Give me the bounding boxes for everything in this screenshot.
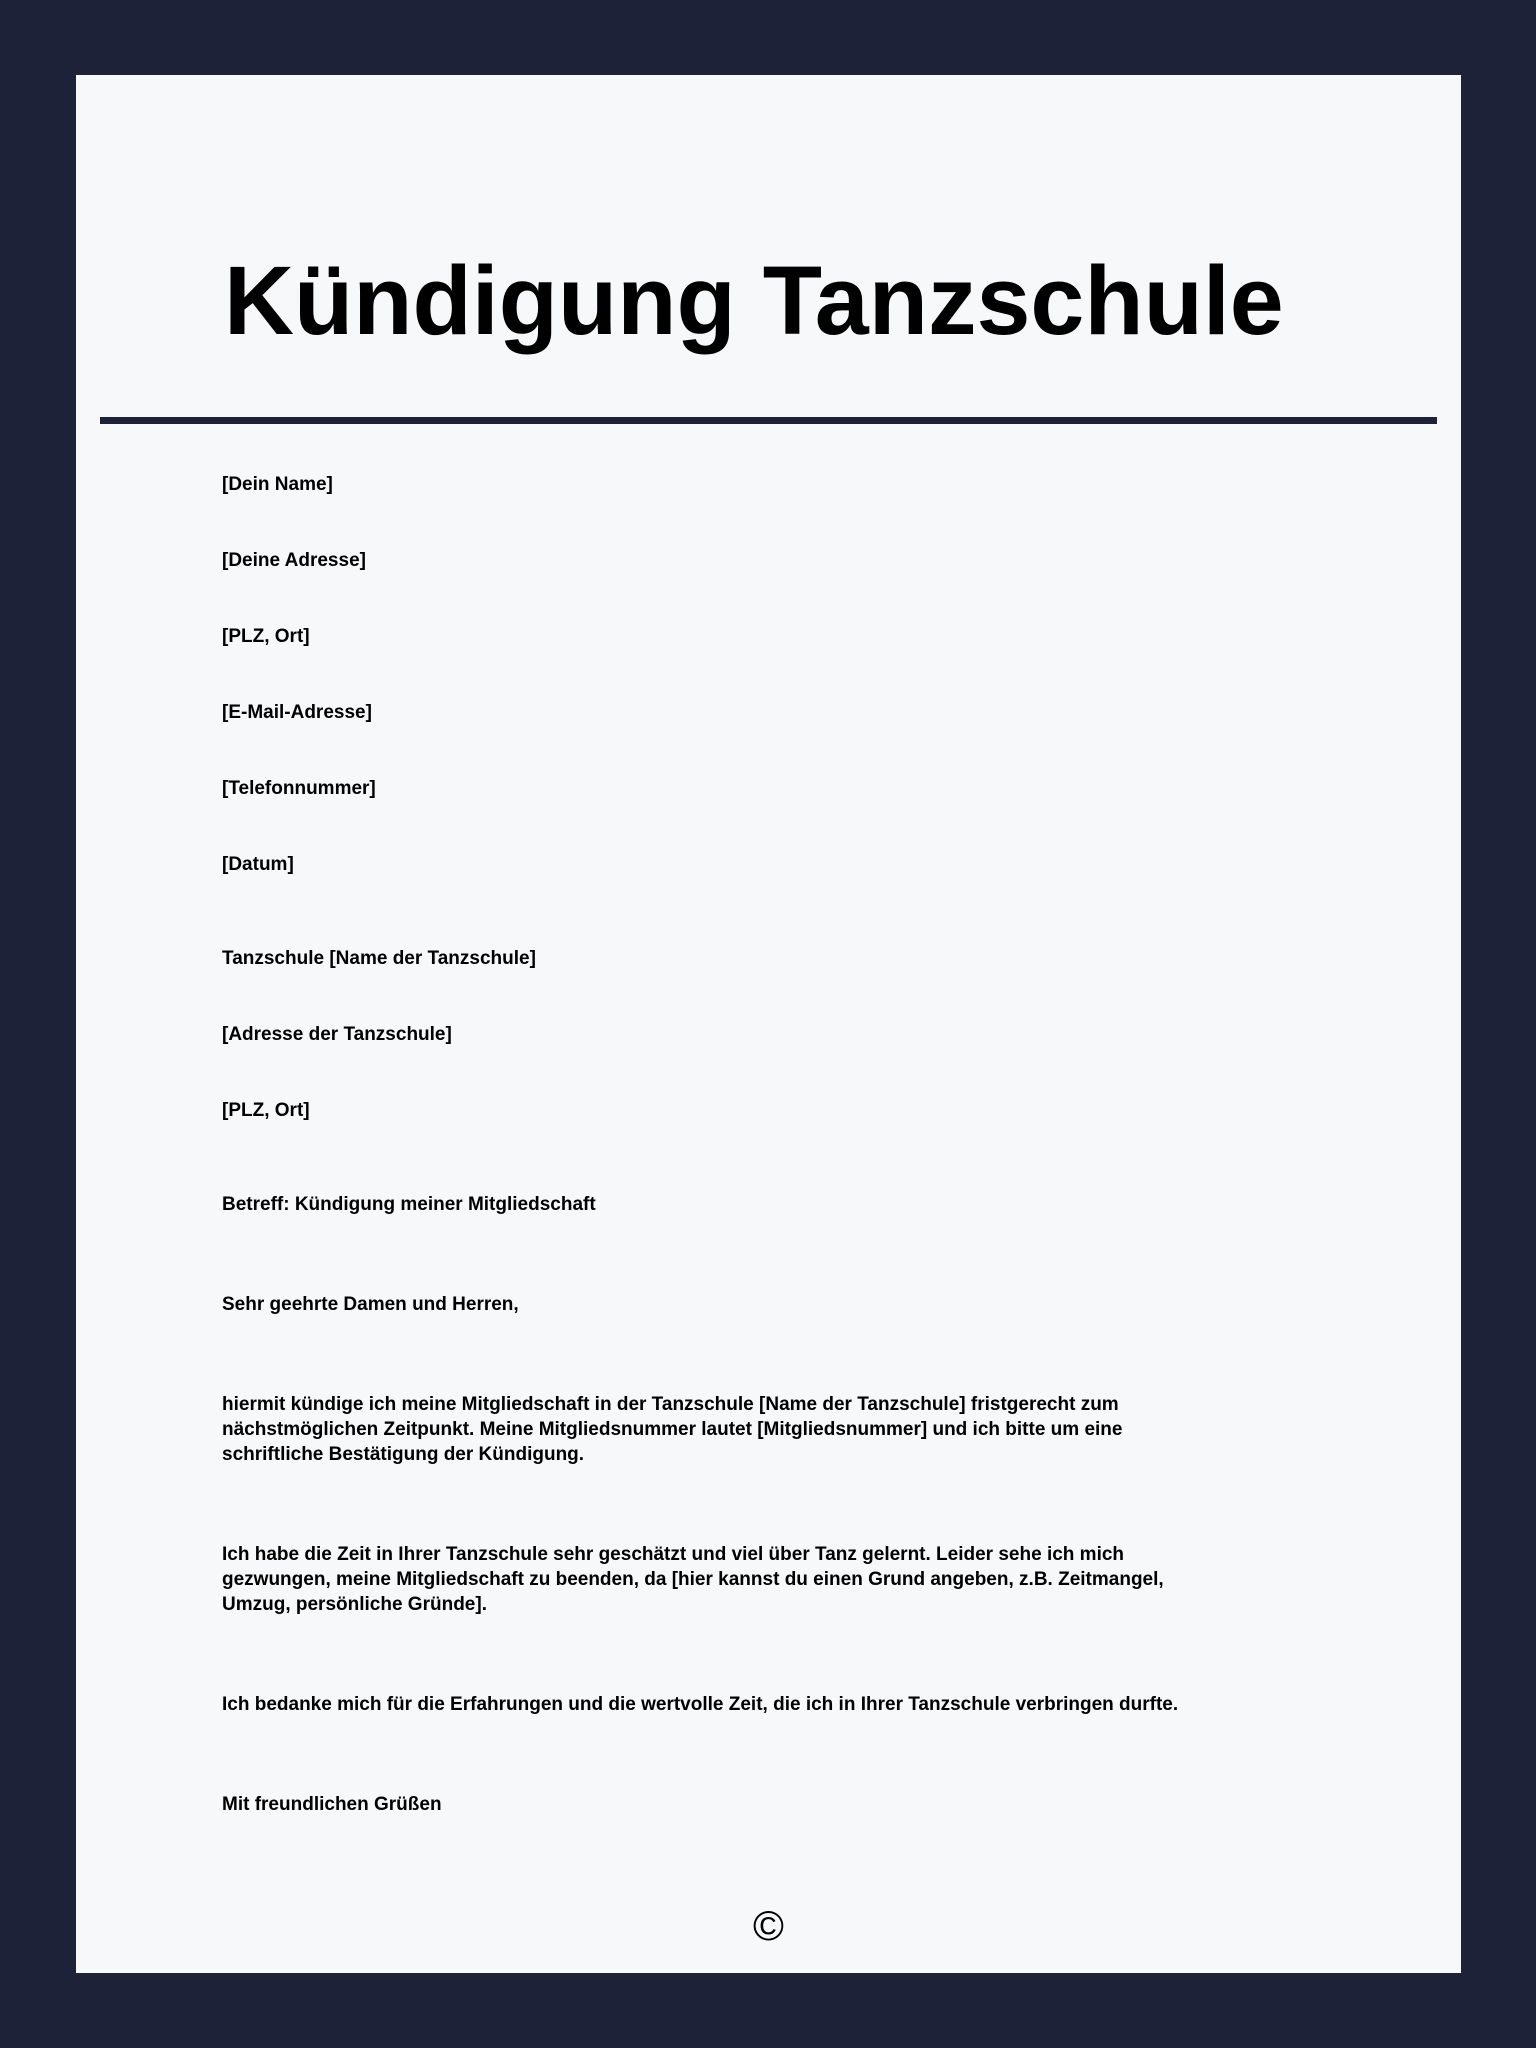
copyright-symbol: © [753,1902,784,1949]
sender-email-line: [E-Mail-Adresse] [222,702,372,723]
recipient-name-line: Tanzschule [Name der Tanzschule] [222,948,536,969]
sender-city-line: [PLZ, Ort] [222,626,310,647]
paragraph-line: nächstmöglichen Zeitpunkt. Meine Mitgliedsnummer lautet [Mitgliedsnummer] und ich bitte um eine [222,1419,1123,1440]
paragraph-line: hiermit kündige ich meine Mitgliedschaft in der Tanzschule [Name der Tanzschule] fristgerecht zum [222,1394,1119,1415]
recipient-city-line: [PLZ, Ort] [222,1100,310,1121]
body-paragraph [222,1542,1315,1617]
paragraph-line: gezwungen, meine Mitgliedschaft zu beenden, da [hier kannst du einen Grund angeben, z.B. Zeitmangel, [222,1569,1164,1590]
salutation-line: Sehr geehrte Damen und Herren, [222,1294,519,1315]
recipient-address-line: [Adresse der Tanzschule] [222,1024,452,1045]
subject-line: Betreff: Kündigung meiner Mitgliedschaft [222,1194,596,1215]
date-line: [Datum] [222,854,294,875]
sender-name-line: [Dein Name] [222,474,333,495]
page-title: Kündigung Tanzschule [224,246,1284,355]
closing-line: Mit freundlichen Grüßen [222,1794,442,1815]
paragraph-line: schriftliche Bestätigung der Kündigung. [222,1444,585,1465]
body-paragraph [222,1692,1315,1717]
title-divider [100,417,1437,424]
body-paragraph [222,1392,1315,1467]
paragraph-line: Umzug, persönliche Gründe]. [222,1594,487,1615]
sender-address-line: [Deine Adresse] [222,550,366,571]
sender-phone-line: [Telefonnummer] [222,778,376,799]
paragraph-line: Ich habe die Zeit in Ihrer Tanzschule sehr geschätzt und viel über Tanz gelernt. Leider sehe ich mich [222,1544,1125,1565]
paragraph-line: Ich bedanke mich für die Erfahrungen und die wertvolle Zeit, die ich in Ihrer Tanzschule verbringen durfte. [222,1694,1179,1715]
letter-page [76,75,1461,1973]
